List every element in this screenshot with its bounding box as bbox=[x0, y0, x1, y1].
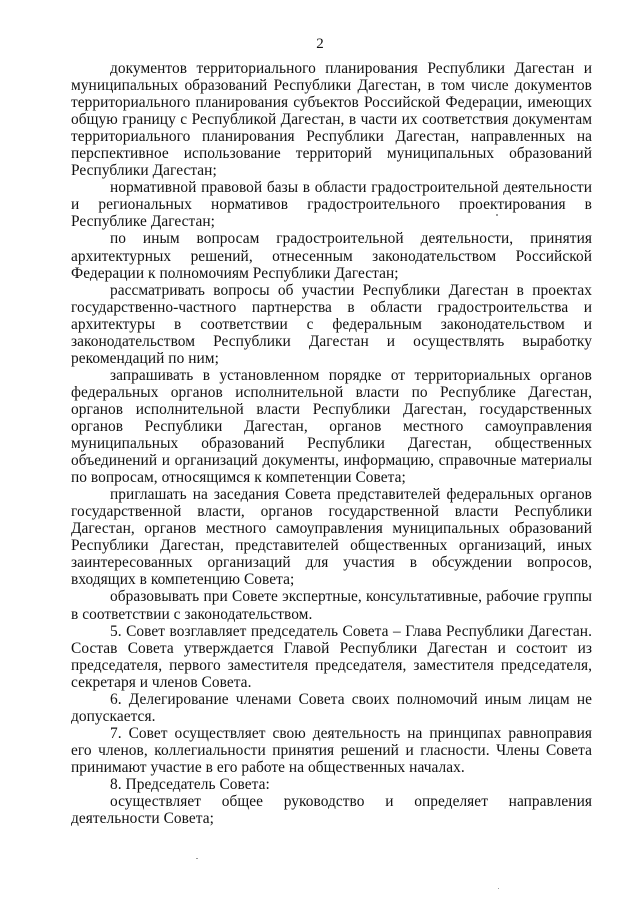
paragraph: 7. Совет осуществляет свою деятельность на принципах равноправия его членов, коллегиальности принятия решений и гласности. Члены Совета принимают участие в его работе на общественных началах. bbox=[71, 724, 592, 776]
paragraph: документов территориального планирования Республики Дагестан и муниципальных образований Республики Дагестан, в том числе документов территориального планирования субъектов Российской Федерации, имеющих общую границу с Республикой Дагестан, в части их соответствия документам территориального планирования Республики Дагестан, направленных на перспективное использование территорий муниципальных образований Республики Дагестан; bbox=[71, 60, 592, 180]
paragraph: 6. Делегирование членами Совета своих полномочий иным лицам не допускается. bbox=[71, 690, 592, 725]
paragraph: нормативной правовой базы в области градостроительной деятельности и региональных нормативов градостроительного проектирования в Республике Дагестан; bbox=[71, 179, 592, 231]
paragraph: рассматривать вопросы об участии Республики Дагестан в проектах государственно-частного партнерства в области градостроительства и архитектуры в соответствии с федеральным законодательством и законодательством Республики Дагестан и осуществлять выработку рекомендаций по ним; bbox=[71, 281, 592, 367]
paragraph: запрашивать в установленном порядке от территориальных органов федеральных органов исполнительной власти по Республике Дагестан, органов исполнительной власти Республики Дагестан, государственных органов Республики Дагестан, органов местного самоуправления муниципальных образований Республики Дагестан, общественных объединений и организаций документы, информацию, справочные материалы по вопросам, относящимся к компетенции Совета; bbox=[71, 366, 592, 487]
document-body bbox=[71, 60, 592, 827]
paragraph: приглашать на заседания Совета представителей федеральных органов государственной власти, органов государственной власти Республики Дагестан, органов местного самоуправления муниципальных образований Республики Дагестан, представителей общественных организаций, иных заинтересованных организаций для участия в обсуждении вопросов, входящих в компетенцию Совета; bbox=[71, 486, 592, 589]
paragraph: 5. Совет возглавляет председатель Совета – Глава Республики Дагестан. Состав Совета утверждается Главой Республики Дагестан и состоит из председателя, первого заместителя председателя, заместителя председателя, секретаря и членов Совета. bbox=[71, 622, 592, 691]
paragraph: по иным вопросам градостроительной деятельности, принятия архитектурных решений, отнесенным законодательством Российской Федерации к полномочиям Республики Дагестан; bbox=[71, 230, 592, 282]
scan-speck bbox=[498, 888, 499, 889]
page-number: 2 bbox=[316, 36, 324, 52]
paragraph: осуществляет общее руководство и определяет направления деятельности Совета; bbox=[71, 793, 592, 828]
scan-speck bbox=[196, 858, 198, 859]
scan-speck bbox=[496, 214, 498, 216]
paragraph: 8. Председатель Совета: bbox=[110, 775, 270, 793]
paragraph: образовывать при Совете экспертные, консультативные, рабочие группы в соответствии с законодательством. bbox=[71, 588, 592, 623]
